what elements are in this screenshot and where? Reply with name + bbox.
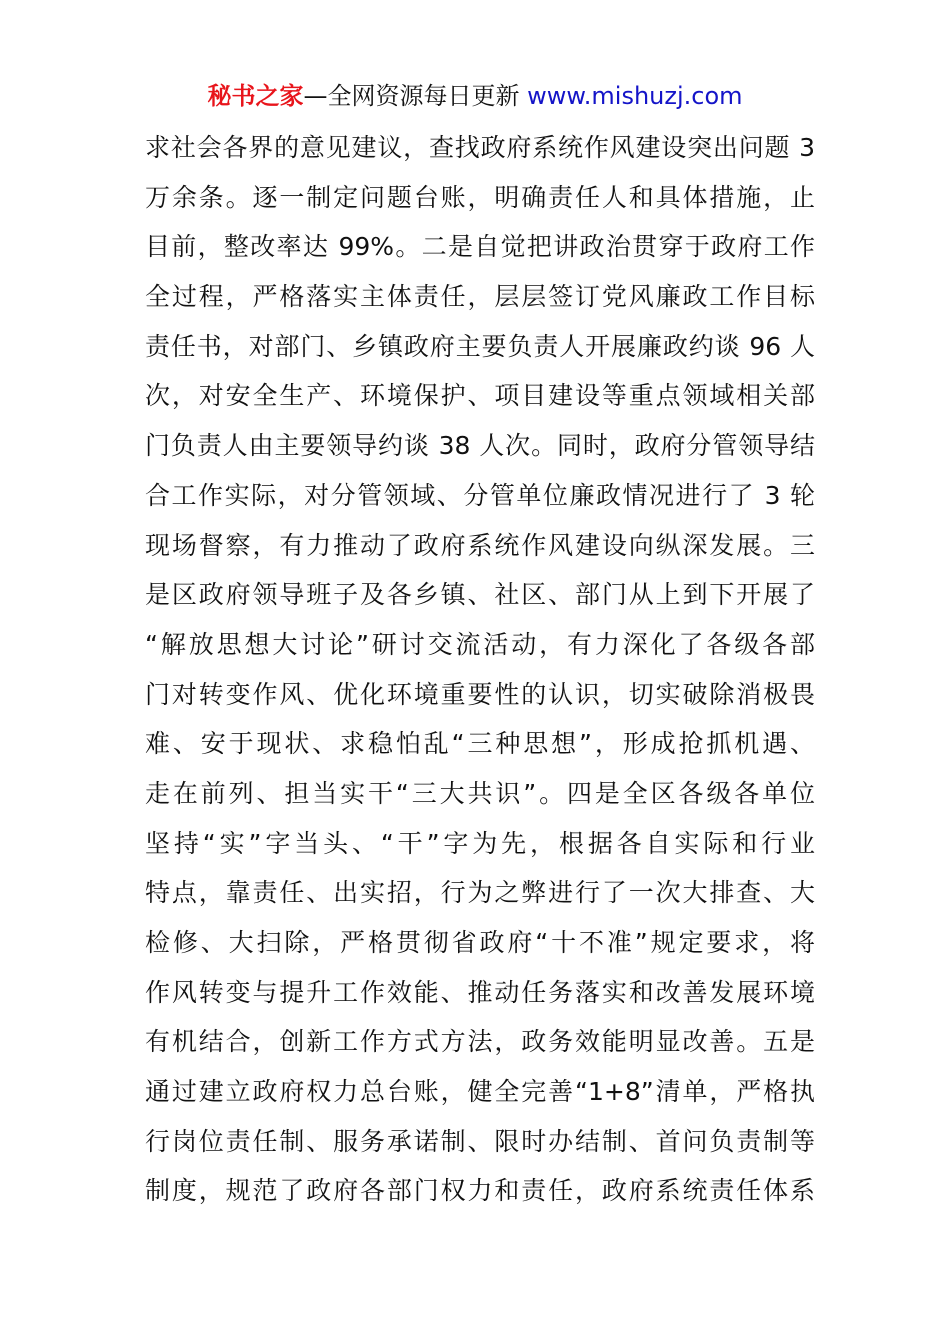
site-url-link[interactable]: www.mishuzj.com — [527, 82, 743, 110]
body-line: 全过程，严格落实主体责任，层层签订党风廉政工作目标 — [145, 282, 815, 312]
body-line: 合工作实际，对分管领域、分管单位廉政情况进行了 3 轮 — [145, 480, 815, 510]
body-line: 通过建立政府权力总台账，健全完善“1+8”清单，严格执 — [145, 1077, 815, 1107]
body-line: 求社会各界的意见建议，查找政府系统作风建设突出问题 3 — [145, 133, 815, 162]
body-line: 作风转变与提升工作效能、推动任务落实和改善发展环境 — [145, 977, 815, 1007]
body-line: 特点，靠责任、出实招，行为之弊进行了一次大排查、大 — [145, 878, 815, 908]
body-line: 门负责人由主要领导约谈 38 人次。同时，政府分管领导结 — [145, 431, 815, 461]
body-line: 制度，规范了政府各部门权力和责任，政府系统责任体系 — [145, 1176, 815, 1206]
body-line: 目前，整改率达 99%。二是自觉把讲政治贯穿于政府工作 — [145, 232, 815, 262]
body-line: 次，对安全生产、环境保护、项目建设等重点领域相关部 — [145, 381, 815, 411]
body-line: 行岗位责任制、服务承诺制、限时办结制、首问负责制等 — [145, 1126, 815, 1156]
body-line: 现场督察，有力推动了政府系统作风建设向纵深发展。三 — [145, 530, 815, 560]
body-line: 检修、大扫除，严格贯彻省政府“十不准”规定要求，将 — [145, 928, 815, 957]
body-line: 万余条。逐一制定问题台账，明确责任人和具体措施，止 — [145, 182, 815, 212]
body-line: 有机结合，创新工作方式方法，政务效能明显改善。五是 — [145, 1027, 815, 1057]
body-line: 坚持“实”字当头、“干”字为先，根据各自实际和行业 — [145, 828, 815, 858]
body-line: 责任书，对部门、乡镇政府主要负责人开展廉政约谈 96 人 — [145, 331, 815, 361]
document-body — [145, 128, 815, 1221]
body-line: 走在前列、担当实干“三大共识”。四是全区各级各单位 — [145, 778, 815, 808]
site-header — [0, 80, 950, 112]
body-line: “解放思想大讨论”研讨交流活动，有力深化了各级各部 — [145, 629, 815, 659]
body-line: 是区政府领导班子及各乡镇、社区、部门从上到下开展了 — [145, 580, 815, 610]
header-tagline: —全网资源每日更新 — [303, 82, 520, 110]
body-line: 难、安于现状、求稳怕乱“三种思想”，形成抢抓机遇、 — [145, 729, 815, 759]
brand-name: 秘书之家 — [207, 82, 304, 110]
body-line: 门对转变作风、优化环境重要性的认识，切实破除消极畏 — [145, 679, 815, 709]
